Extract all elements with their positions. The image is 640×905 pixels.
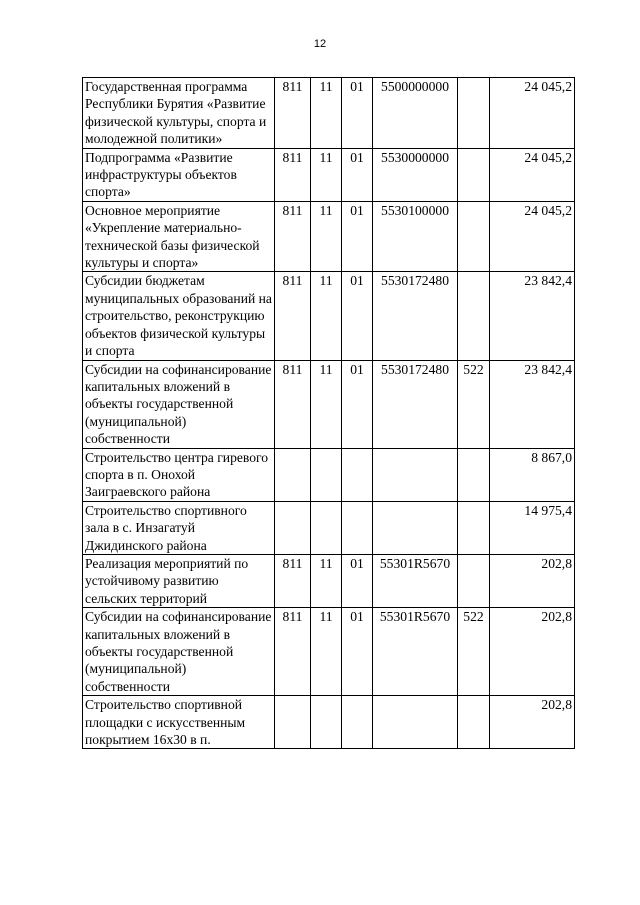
row-target-code-cell: 5530172480: [373, 272, 458, 360]
row-amount-cell: 23 842,4: [490, 272, 575, 360]
row-admin-code-cell: 811: [275, 608, 311, 696]
table-row: [83, 501, 575, 554]
row-amount-cell: 14 975,4: [490, 501, 575, 554]
row-admin-code-cell: [275, 448, 311, 501]
row-subsection-code-cell: [342, 501, 373, 554]
row-subsection-code-cell: 01: [342, 148, 373, 201]
row-admin-code-cell: 811: [275, 148, 311, 201]
budget-table: [82, 77, 575, 749]
row-name-cell: Субсидии бюджетам муниципальных образований на строительство, реконструкцию объектов физической культуры и спорта: [83, 272, 275, 360]
table-row: [83, 554, 575, 607]
row-target-code-cell: 55301R5670: [373, 554, 458, 607]
row-target-code-cell: [373, 448, 458, 501]
row-admin-code-cell: 811: [275, 554, 311, 607]
table-row: [83, 201, 575, 272]
row-expense-type-cell: [458, 554, 490, 607]
row-section-code-cell: 11: [311, 608, 342, 696]
row-expense-type-cell: 522: [458, 608, 490, 696]
row-amount-cell: 24 045,2: [490, 78, 575, 149]
row-section-code-cell: [311, 696, 342, 749]
row-name-cell: Строительство спортивного зала в с. Инзагатуй Джидинского района: [83, 501, 275, 554]
row-expense-type-cell: [458, 501, 490, 554]
row-amount-cell: 202,8: [490, 554, 575, 607]
row-subsection-code-cell: 01: [342, 554, 373, 607]
row-name-cell: Реализация мероприятий по устойчивому развитию сельских территорий: [83, 554, 275, 607]
budget-table-body: [83, 78, 575, 749]
row-amount-cell: 202,8: [490, 696, 575, 749]
row-target-code-cell: 5500000000: [373, 78, 458, 149]
row-name-cell: Субсидии на софинансирование капитальных вложений в объекты государственной (муниципальной) собственности: [83, 360, 275, 448]
row-name-cell: Основное мероприятие «Укрепление материально-технической базы физической культуры и спорта»: [83, 201, 275, 272]
row-expense-type-cell: 522: [458, 360, 490, 448]
row-subsection-code-cell: 01: [342, 360, 373, 448]
row-admin-code-cell: 811: [275, 272, 311, 360]
table-row: [83, 448, 575, 501]
row-expense-type-cell: [458, 148, 490, 201]
row-target-code-cell: [373, 696, 458, 749]
row-target-code-cell: 5530172480: [373, 360, 458, 448]
row-subsection-code-cell: [342, 696, 373, 749]
row-name-cell: Строительство спортивной площадки с искусственным покрытием 16х30 в п.: [83, 696, 275, 749]
table-row: [83, 78, 575, 149]
row-section-code-cell: [311, 448, 342, 501]
row-admin-code-cell: [275, 696, 311, 749]
row-section-code-cell: [311, 501, 342, 554]
row-section-code-cell: 11: [311, 148, 342, 201]
row-admin-code-cell: 811: [275, 360, 311, 448]
row-section-code-cell: 11: [311, 201, 342, 272]
table-row: [83, 696, 575, 749]
row-amount-cell: 23 842,4: [490, 360, 575, 448]
row-section-code-cell: 11: [311, 78, 342, 149]
row-target-code-cell: 5530000000: [373, 148, 458, 201]
row-name-cell: Строительство центра гиревого спорта в п. Онохой Заиграевского района: [83, 448, 275, 501]
row-expense-type-cell: [458, 78, 490, 149]
row-section-code-cell: 11: [311, 272, 342, 360]
row-amount-cell: 202,8: [490, 608, 575, 696]
row-amount-cell: 8 867,0: [490, 448, 575, 501]
table-row: [83, 272, 575, 360]
row-section-code-cell: 11: [311, 554, 342, 607]
row-subsection-code-cell: [342, 448, 373, 501]
row-expense-type-cell: [458, 696, 490, 749]
row-target-code-cell: [373, 501, 458, 554]
row-subsection-code-cell: 01: [342, 78, 373, 149]
row-admin-code-cell: 811: [275, 201, 311, 272]
table-row: [83, 608, 575, 696]
row-expense-type-cell: [458, 448, 490, 501]
row-target-code-cell: 5530100000: [373, 201, 458, 272]
page-number: 12: [313, 38, 327, 50]
row-name-cell: Субсидии на софинансирование капитальных вложений в объекты государственной (муниципальной) собственности: [83, 608, 275, 696]
table-row: [83, 360, 575, 448]
row-name-cell: Подпрограмма «Развитие инфраструктуры объектов спорта»: [83, 148, 275, 201]
row-subsection-code-cell: 01: [342, 272, 373, 360]
row-amount-cell: 24 045,2: [490, 148, 575, 201]
row-name-cell: Государственная программа Республики Бурятия «Развитие физической культуры, спорта и молодежной политики»: [83, 78, 275, 149]
row-subsection-code-cell: 01: [342, 201, 373, 272]
table-row: [83, 148, 575, 201]
row-admin-code-cell: [275, 501, 311, 554]
row-subsection-code-cell: 01: [342, 608, 373, 696]
row-expense-type-cell: [458, 201, 490, 272]
row-admin-code-cell: 811: [275, 78, 311, 149]
row-expense-type-cell: [458, 272, 490, 360]
row-target-code-cell: 55301R5670: [373, 608, 458, 696]
row-amount-cell: 24 045,2: [490, 201, 575, 272]
row-section-code-cell: 11: [311, 360, 342, 448]
